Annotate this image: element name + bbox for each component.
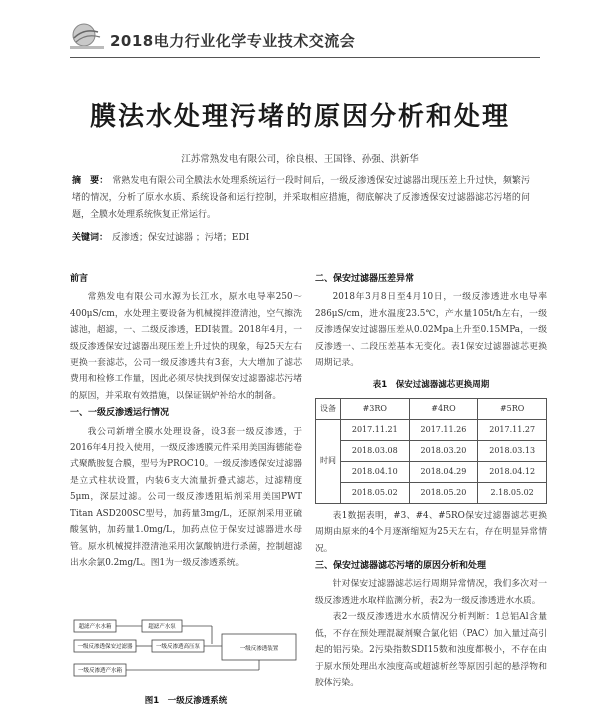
left-column <box>70 270 302 571</box>
table-header: #3RO <box>340 398 409 419</box>
table-row <box>316 482 547 503</box>
table-cell: 2018.03.20 <box>409 440 478 461</box>
table-header: 设备 <box>316 398 341 419</box>
table-cell: 2018.04.10 <box>340 461 409 482</box>
table-header-row <box>316 398 547 419</box>
table-row <box>316 419 547 440</box>
section3-paragraph-2: 表2一级反渗透进水水质情况分析判断：1总铝Al含量低，不存在预处理混凝剂聚合氯化铝（PAC）加入量过高引起的铝污染。2污染指数SDI15数和浊度都极小，不存在由于原水预处理出水浊度高或超滤析丝等原因引起的悬浮物和胶体污染。 <box>315 612 547 688</box>
section2-heading: 二、保安过滤器压差异常 <box>315 274 415 284</box>
table-header: #4RO <box>409 398 478 419</box>
header-divider <box>70 57 540 58</box>
section1-heading: 一、一级反渗透运行情况 <box>70 408 170 419</box>
keywords <box>72 230 530 243</box>
table-header: #5RO <box>478 398 547 419</box>
section2-paragraph: 2018年3月8日至4月10日，一级反渗透进水电导率286μS/cm，进水温度23.5℃，产水量105t/h左右，一级反渗透保安过滤器压差从0.02Mpa上升至0.15MPa，一级反渗透一、二段压差基本无变化。表1保安过滤器滤芯更换周期记录。 <box>315 292 547 369</box>
conference-logo-icon <box>70 20 104 50</box>
right-column <box>315 270 547 691</box>
diagram-box-3: 一级反渗透保安过滤器 <box>77 644 133 650</box>
foreword-paragraph: 常熟发电有限公司水源为长江水，原水电导率250～400μS/cm，水处理主要设备为机械搅拌澄清池，空气擦洗滤池，超滤，一、二级反渗透，EDI装置。2018年4月，一级反渗透保安过滤器出现压差上升过快的现象，每25天左右更换一套滤芯，公司一级反渗透共有3套，大大增加了滤芯费用和检修工作量，因此必须尽快找到保安过滤器滤芯污堵的原因，并采取有效措施，以保证锅炉补给水的制备。 <box>70 292 302 401</box>
abstract-text: 常熟发电有限公司全膜法水处理系统运行一段时间后，一级反渗透保安过滤器出现压差上升过快，频繁污堵的情况，分析了原水水质、系统设备和运行控制，并采取相应措施，彻底解决了反渗透保安过滤器滤芯污堵的问题，全膜水处理系统恢复正常运行。 <box>72 176 530 220</box>
table1-note: 表1数据表明，#3、#4、#5RO保安过滤器滤芯更换周期由原来的4个月逐渐缩短为25天左右，存在明显异常情况。 <box>315 510 547 554</box>
table1-caption: 表1 保安过滤器滤芯更换周期 <box>372 380 490 391</box>
keywords-label: 关键词： <box>72 233 109 243</box>
table-row <box>316 440 547 461</box>
diagram-box-4: 一级反渗透高压泵 <box>155 644 201 650</box>
ro-system-diagram <box>72 614 300 682</box>
abstract <box>72 173 530 224</box>
table-cell: 2018.05.02 <box>340 482 409 503</box>
table-row <box>316 461 547 482</box>
filter-replacement-table <box>315 398 547 504</box>
table-cell: 2017.11.26 <box>409 419 478 440</box>
section3-paragraph-1: 针对保安过滤器滤芯运行周期异常情况，我们多次对一级反渗透进水取样监测分析，表2为一级反渗透进水水质。 <box>315 579 547 606</box>
foreword-heading: 前言 <box>70 274 89 284</box>
table-cell: 2017.11.27 <box>478 419 547 440</box>
keywords-text: 反渗透；保安过滤器 ；污堵；EDI <box>112 233 250 243</box>
row-label: 时间 <box>316 419 341 503</box>
authors: 江苏常熟发电有限公司，徐良根、王国锋、孙强、洪新华 <box>181 154 419 165</box>
section1-paragraph: 我公司新增全膜水处理设备，设3套一级反渗透，于2016年4月投入使用，一级反渗透膜元件采用美国海德能卷式聚酰胺复合膜，型号为PROC10。一级反渗透保安过滤器是立式柱状设置，内装6支大流量折叠式滤芯，过滤精度5μm，深层过滤。公司一级反渗透阻垢剂采用美国PWT Titan ASD200SC型号，加药量3mg/L，还原剂采用亚硫酸氢钠，加药量1.0mg/L，加药点位于保安过滤器进水母管。原水机械搅拌澄清池采用次氯酸钠进行杀菌，控制超滤出水余氯0.2mg/L。图1为一级反渗透系统。 <box>70 426 302 568</box>
abstract-label: 摘 要： <box>72 176 109 186</box>
table-cell: 2017.11.21 <box>340 419 409 440</box>
diagram-box-5: 一级反渗透装置 <box>239 646 279 652</box>
table-cell: 2018.03.08 <box>340 440 409 461</box>
table-cell: 2018.04.29 <box>409 461 478 482</box>
table-cell: 2018.03.13 <box>478 440 547 461</box>
paper-title: 膜法水处理污堵的原因分析和处理 <box>89 102 510 132</box>
figure1-caption: 图1 一级反渗透系统 <box>144 696 228 706</box>
section3-heading: 三、保安过滤器滤芯污堵的原因分析和处理 <box>315 561 487 572</box>
table-cell: 2018.04.12 <box>478 461 547 482</box>
conference-title: 2018电力行业化学专业技术交流会 <box>110 32 356 50</box>
diagram-box-6: 一级反渗透产水箱 <box>77 668 123 674</box>
diagram-box-1: 超滤产水水箱 <box>78 624 112 630</box>
diagram-box-2: 超滤产水泵 <box>148 624 176 630</box>
table-cell: 2018.05.20 <box>409 482 478 503</box>
table-cell: 2.18.05.02 <box>478 482 547 503</box>
